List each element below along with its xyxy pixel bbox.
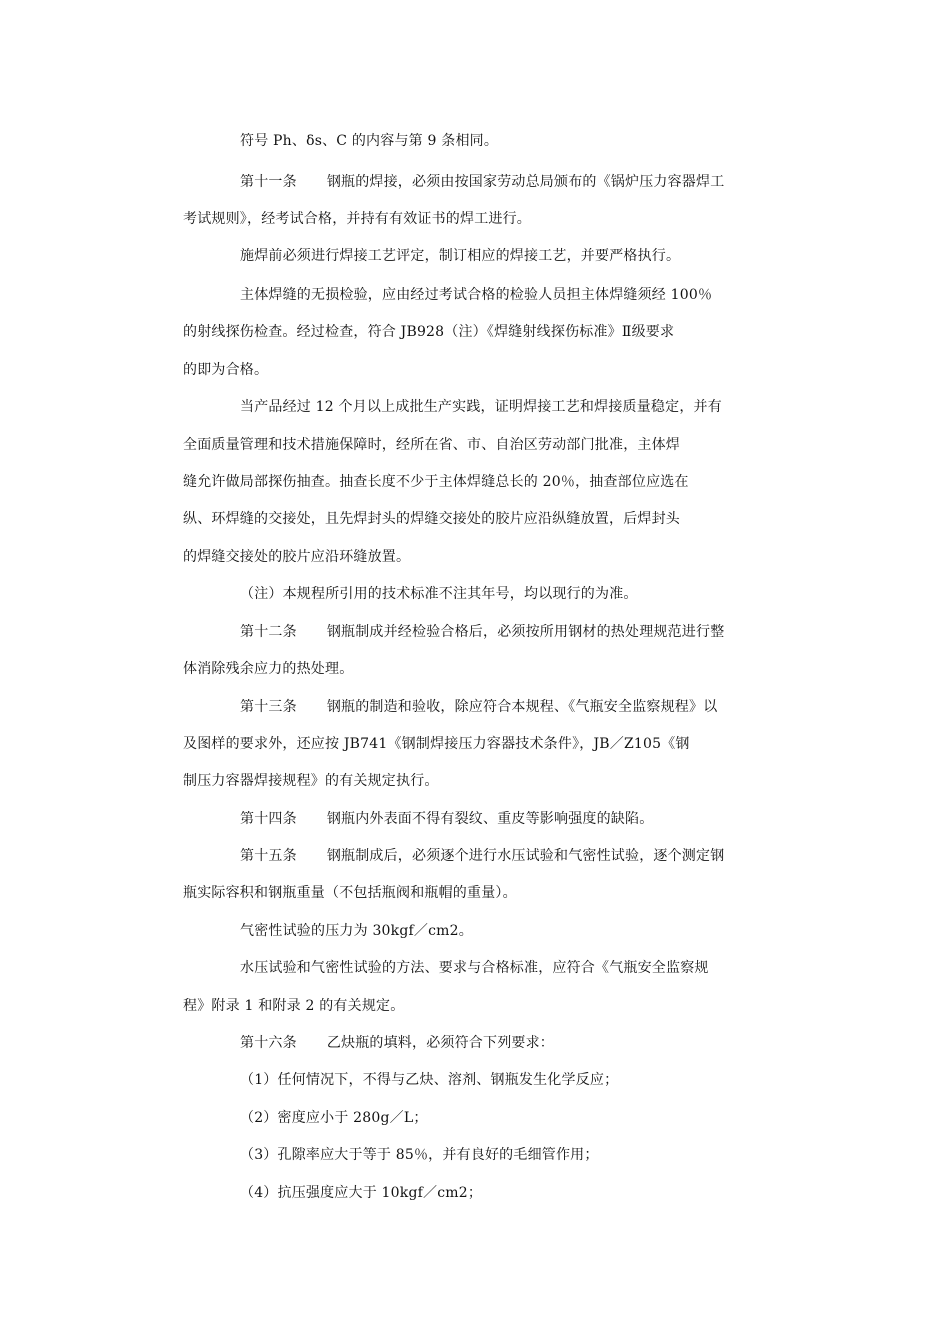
- text: 钢瓶制成后，必须逐个进行水压试验和气密性试验，逐个测定钢: [326, 848, 725, 864]
- article-number: 第十三条: [240, 699, 297, 715]
- paragraph-line: [183, 360, 268, 380]
- text: 瓶实际容积和钢瓶重量（不包括瓶阀和瓶帽的重量）。: [183, 885, 517, 901]
- text: （4）抗压强度应大于 10kgf／cm2；: [240, 1185, 483, 1201]
- article-number: 第十一条: [240, 174, 297, 190]
- text: 主体焊缝的无损检验，应由经过考试合格的检验人员担主体焊缝须经 100％: [240, 287, 713, 303]
- paragraph-line: [183, 659, 353, 679]
- paragraph-line: [183, 322, 674, 342]
- text: （注）本规程所引用的技术标准不注其年号，均以现行的为准。: [240, 586, 638, 602]
- text: 全面质量管理和技术措施保障时，经所在省、市、自治区劳动部门批准，主体焊: [183, 437, 680, 453]
- text: 纵、环焊缝的交接处，且先焊封头的焊缝交接处的胶片应沿纵缝放置，后焊封头: [183, 511, 680, 527]
- paragraph-line: [240, 285, 712, 305]
- list-item: [240, 1145, 599, 1165]
- paragraph-line: [240, 958, 709, 978]
- article-16-heading-line: [240, 1033, 554, 1053]
- paragraph-line: [183, 547, 410, 567]
- text: 程》附录 1 和附录 2 的有关规定。: [183, 998, 405, 1014]
- text: 的焊缝交接处的胶片应沿环缝放置。: [183, 549, 411, 565]
- text: 钢瓶的焊接，必须由按国家劳动总局颁布的《锅炉压力容器焊工: [326, 174, 725, 190]
- article-number: 第十二条: [240, 624, 297, 640]
- text: （1）任何情况下，不得与乙炔、溶剂、钢瓶发生化学反应；: [240, 1072, 619, 1088]
- paragraph-line: [183, 435, 680, 455]
- paragraph-line: [183, 509, 680, 529]
- paragraph-line: [183, 209, 531, 229]
- article-number: 第十五条: [240, 848, 297, 864]
- note-line: [240, 584, 638, 604]
- text: （3）孔隙率应大于等于 85％，并有良好的毛细管作用；: [240, 1147, 599, 1163]
- list-item: [240, 1183, 482, 1203]
- text: 钢瓶内外表面不得有裂纹、重皮等影响强度的缺陷。: [326, 811, 654, 827]
- text: 体消除残余应力的热处理。: [183, 661, 354, 677]
- paragraph-line: [240, 397, 722, 417]
- article-number: 第十六条: [240, 1035, 297, 1051]
- text: 气密性试验的压力为 30kgf／cm2。: [240, 923, 473, 939]
- text: 的射线探伤检查。经过检查，符合 JB928（注）《焊缝射线探伤标准》Ⅱ级要求: [183, 324, 675, 340]
- text: 钢瓶制成并经检验合格后，必须按所用钢材的热处理规范进行整: [326, 624, 725, 640]
- text: 乙炔瓶的填料，必须符合下列要求：: [326, 1035, 555, 1051]
- text: 及图样的要求外，还应按 JB741《钢制焊接压力容器技术条件》，JB／Z105《钢: [183, 736, 690, 752]
- text: 当产品经过 12 个月以上成批生产实践，证明焊接工艺和焊接质量稳定，并有: [240, 399, 722, 415]
- text: 的即为合格。: [183, 362, 269, 378]
- text: 缝允许做局部探伤抽查。抽查长度不少于主体焊缝总长的 20％，抽查部位应选在: [183, 474, 689, 490]
- list-item: [240, 1108, 428, 1128]
- article-12-heading-line: [240, 622, 724, 642]
- paragraph-line: [183, 771, 439, 791]
- article-number: 第十四条: [240, 811, 297, 827]
- paragraph-line: [240, 921, 473, 941]
- text: 符号 Ph、δs、C 的内容与第 9 条相同。: [240, 133, 499, 149]
- list-item: [240, 1070, 618, 1090]
- text: 施焊前必须进行焊接工艺评定，制订相应的焊接工艺，并要严格执行。: [240, 248, 681, 264]
- text: 水压试验和气密性试验的方法、要求与合格标准，应符合《气瓶安全监察规: [240, 960, 709, 976]
- text: 考试规则》，经考试合格，并持有有效证书的焊工进行。: [183, 211, 531, 227]
- paragraph-line: [240, 246, 680, 266]
- paragraph-line: [183, 472, 689, 492]
- text: 制压力容器焊接规程》的有关规定执行。: [183, 773, 439, 789]
- paragraph-line: [183, 996, 404, 1016]
- text: 钢瓶的制造和验收，除应符合本规程、《气瓶安全监察规程》以: [326, 699, 718, 715]
- paragraph-line: [240, 131, 498, 151]
- paragraph-line: [183, 883, 517, 903]
- article-11-heading-line: [240, 172, 724, 192]
- article-15-heading-line: [240, 846, 724, 866]
- article-13-heading-line: [240, 697, 717, 717]
- paragraph-line: [183, 734, 690, 754]
- text: （2）密度应小于 280g／L；: [240, 1110, 428, 1126]
- article-14-heading-line: [240, 809, 653, 829]
